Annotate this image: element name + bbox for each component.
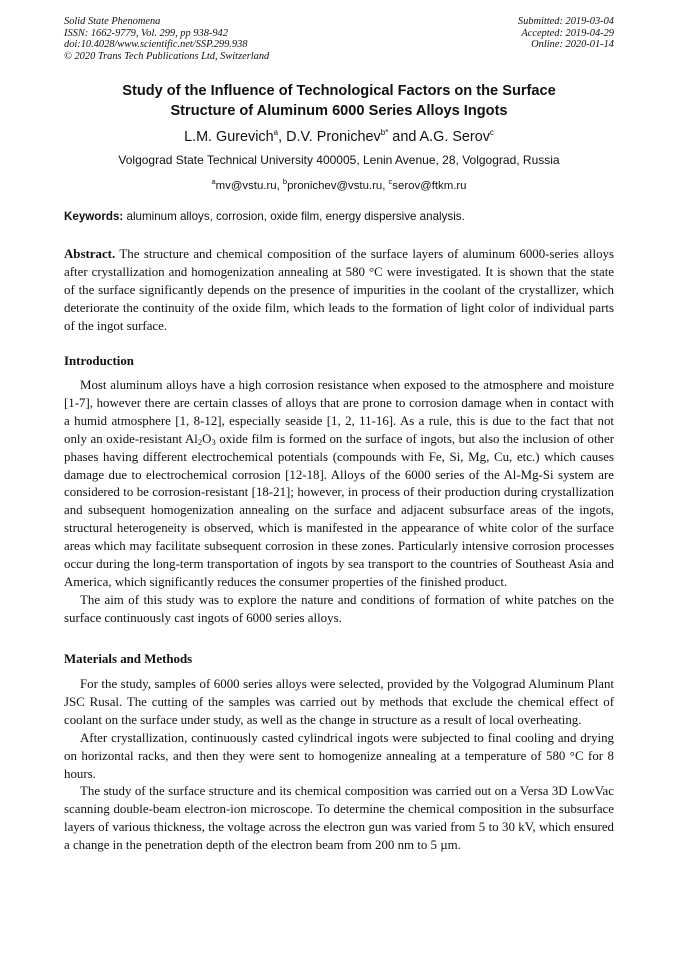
submitted-date: Submitted: 2019-03-04 [517,16,614,27]
email-mark: c [388,177,393,186]
publication-info [64,16,269,62]
title-line-1: Study of the Influence of Technological Factors on the Surface [122,83,556,99]
author-name: A.G. Serov [419,128,490,145]
abstract [64,246,614,336]
keywords [64,209,614,225]
affiliation: Volgograd State Technical University 400005, Lenin Avenue, 28, Volgograd, Russia [118,153,560,167]
author-affil-mark: a [273,128,279,137]
paragraph-text: Most aluminum alloys have a high corrosion resistance when exposed to the atmosphere and moisture [1-7], however there are certain classes of alloys that are prone to corrosion damage when in contact with a humid atmosphere [1, 8-12], especially seaside [1, 2, 11-16]. As a rule, this is due to the fact that not only an oxide-resistant Al [64,378,614,446]
publication-dates [518,16,614,51]
author-affil-mark: b* [380,128,389,137]
body-paragraph: The study of the surface structure and its chemical composition was carried out on a Versa 3D LowVac scanning double-beam electron-ion microscope. To determine the chemical composition in the subsurface layers of various thickness, the voltage across the electron gun was varied from 5 to 30 kV, which ensured a change in the penetration depth of the electron beam from 200 nm to 5 µm. [64,784,614,853]
paragraph-text: O [202,431,212,446]
email-address[interactable]: mv@vstu.ru, [215,179,283,192]
email-mark: b [282,177,288,186]
email-address[interactable]: serov@ftkm.ru [392,179,467,192]
email-mark: a [211,177,216,186]
title-line-2: Structure of Aluminum 6000 Series Alloys Ingots [170,103,508,119]
paragraph-text: oxide film is formed on the surface of ingots, but also the inclusion of other phases having different electrochemical potentials (compounds with Fe, Si, Mg, Cu, etc.) which causes damage due to electrochemical corrosion [12-18]. Alloys of the 6000 series of the Al-Mg-Si system are considered to be corrosion-resistant [18-21]; however, in process of their production during crystallization and subsequent homogenization annealing on the surface and adjacent subsurface areas of the ingots, structural heterogeneity is observed, which is manifested in the appearance of white color of the surface areas which may facilitate subsequent corrosion in these zones. Particularly intensive corrosion processes occur during the long-term transportation of ingots by sea transport to the countries of Southeast Asia and America, which significantly reduces the consumer properties of the finished product. [64,431,614,589]
body-paragraph: The aim of this study was to explore the nature and conditions of formation of white patches on the surface continuously cast ingots of 6000 series alloys. [64,592,614,625]
section-heading-materials-methods: Materials and Methods [64,652,193,666]
doi-line: doi:10.4028/www.scientific.net/SSP.299.938 [64,39,248,51]
abstract-text: The structure and chemical composition of the surface layers of aluminum 6000-series alloys after crystallization and homogenization annealing at 580 °C were investigated. It is shown that the state of the surface significantly depends on the presence of impurities in the coolant of the crystallizer, which deteriorate the continuity of the oxide film, which leads to the formation of light color of individual parts of the ingot surface. [64,247,614,333]
author-separator: and [388,128,420,145]
body-paragraph [64,377,614,592]
copyright-line: © 2020 Trans Tech Publications Ltd, Switzerland [64,50,270,62]
abstract-label: Abstract. [64,247,116,261]
section-heading-introduction: Introduction [64,354,134,368]
abstract-paragraph [64,246,614,336]
author-emails [64,175,614,193]
body-paragraph: For the study, samples of 6000 series alloys were selected, provided by the Volgograd Aluminum Plant JSC Rusal. The cutting of the samples was carried out by methods that exclude the chemical effect of coolant on the surface under study, as well as the change in structure as a result of local overheating. [64,677,614,727]
body-paragraph: After crystallization, continuously casted cylindrical ingots were subjected to final cooling and drying on horizontal racks, and then they were sent to homogenize annealing at a temperature of 580 °C for 8 hours. [64,730,614,781]
author-affil-mark: c [489,128,494,137]
subscript: 3 [211,436,216,447]
subscript: 2 [197,436,203,447]
accepted-date: Accepted: 2019-04-29 [521,27,614,39]
introduction-section [64,377,614,628]
journal-name: Solid State Phenomena [64,16,161,27]
email-address[interactable]: pronichev@vstu.ru, [287,179,389,192]
author-name: D.V. Pronichev [286,128,381,145]
keywords-text: aluminum alloys, corrosion, oxide film, energy dispersive analysis. [123,210,465,223]
author-name: L.M. Gurevich [184,128,274,145]
methods-section [64,676,614,855]
keywords-label: Keywords: [64,210,124,223]
author-list [64,124,614,146]
issn-line: ISSN: 1662-9779, Vol. 299, pp 938-942 [64,27,228,39]
paper-title [64,81,614,121]
author-separator: , [278,128,287,145]
online-date: Online: 2020-01-14 [531,39,614,51]
